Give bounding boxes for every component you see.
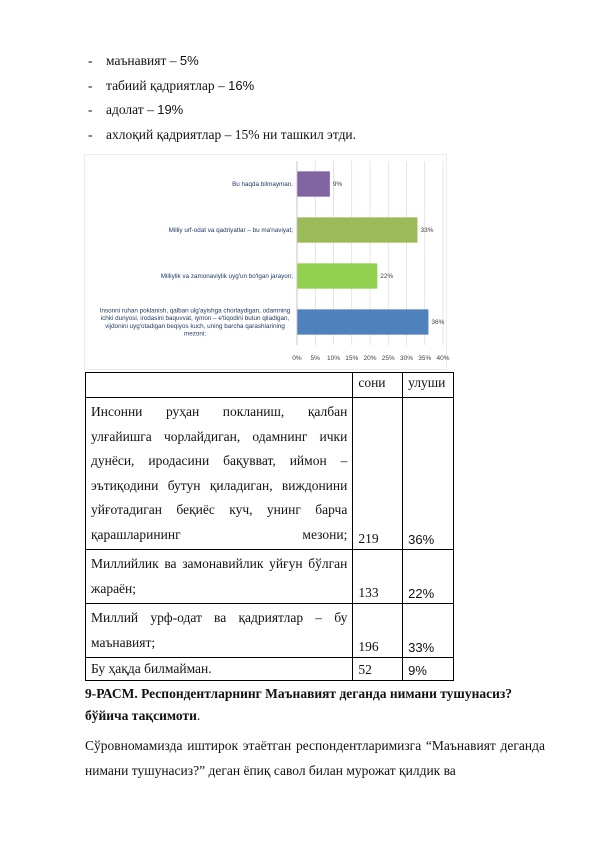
table-cell-count: 52 bbox=[353, 658, 403, 681]
chart-x-tick-label: 0% bbox=[292, 355, 302, 362]
table-row bbox=[86, 604, 454, 658]
chart-data-label: 36% bbox=[431, 319, 445, 326]
table-cell-answer: Миллий урф-одат ва қадриятлар – бу маънавият; bbox=[86, 604, 353, 658]
bullet-item: - маънавият – 5% bbox=[88, 53, 199, 68]
table-header-row bbox=[86, 373, 454, 398]
table-cell-count: 219 bbox=[353, 398, 403, 550]
bullet-text: маънавият – bbox=[106, 53, 177, 68]
bullet-item: - табиий қадриятлар – 16% bbox=[88, 77, 255, 93]
chart-data-label: 9% bbox=[332, 181, 343, 188]
chart-x-tick-label: 15% bbox=[345, 355, 359, 362]
body-paragraph: Сўровномамизда иштирок этаётган респондентларимизга “Маънавият деганда нимани тушунасиз?” деган ёпиқ савол билан мурожат қилдик ва bbox=[85, 738, 545, 778]
results-table bbox=[85, 372, 454, 681]
table-header-count: сони bbox=[353, 373, 403, 398]
table-cell-answer: Инсонни руҳан покланиш, қалбан улғайишга чорлайдиган, одамнинг ички дунёси, иродасини бақувват, иймон – эътиқодини бутун қиладиган, виждонини уйғотадиган беқиёс куч, унинг барча қарашларининг мезони; bbox=[86, 398, 353, 550]
chart-x-tick-label: 5% bbox=[310, 355, 320, 362]
chart-category-label: mezoni; bbox=[183, 330, 207, 338]
figure-caption bbox=[85, 683, 545, 727]
bullet-text: адолат – bbox=[106, 102, 154, 117]
bullet-text: табиий қадриятлар – bbox=[106, 77, 225, 93]
chart-category-label: ichki dunyosi, irodasini baquvvat, iymon – e'tiqodini butun qiladigan, bbox=[100, 315, 290, 323]
chart-x-tick-label: 35% bbox=[418, 355, 432, 362]
table-row bbox=[86, 398, 454, 550]
bullet-percent: 5% bbox=[179, 53, 199, 68]
table-header-blank bbox=[86, 373, 353, 398]
chart-category-label: Milliylik va zamonaviylik uyg'un bo'lgan jarayon; bbox=[160, 273, 293, 280]
table-cell-count: 133 bbox=[353, 550, 403, 604]
chart-bar bbox=[297, 309, 428, 334]
figure-caption-text: 9-РАСМ. Респондентларнинг Маънавият деганда нимани тушунасиз? бўйича тақсимоти bbox=[85, 686, 513, 723]
chart-category-label: vijdonini uyg'otadigan beqiyos kuch, uning barcha qarashlarining bbox=[105, 322, 285, 330]
table-cell-answer: Бу ҳақда билмайман. bbox=[86, 658, 353, 681]
table-cell-count: 196 bbox=[353, 604, 403, 658]
chart-category-label: Insonni ruhan poklanish, qalban ulg'ayishga chorlaydigan, odamning bbox=[99, 307, 291, 315]
table-cell-answer: Миллийлик ва замонавийлик уйғун бўлган жараён; bbox=[86, 550, 353, 604]
figure-caption-period: . bbox=[196, 708, 201, 723]
chart-bar bbox=[297, 263, 377, 288]
chart-x-tick-label: 30% bbox=[399, 355, 414, 362]
chart-x-tick-label: 25% bbox=[381, 355, 395, 362]
chart-bar bbox=[297, 217, 417, 242]
chart-x-tick-label: 20% bbox=[363, 355, 377, 362]
bullet-item: - адолат – 19% bbox=[88, 102, 184, 117]
table-cell-share: 36% bbox=[403, 398, 454, 550]
table-cell-share: 22% bbox=[403, 550, 454, 604]
chart-bar bbox=[297, 171, 330, 196]
table-header-share: улуши bbox=[403, 373, 454, 398]
bullet-percent: 19% bbox=[157, 102, 184, 117]
table-cell-share: 9% bbox=[403, 658, 454, 681]
bullet-list bbox=[88, 51, 548, 149]
bar-chart-svg bbox=[85, 155, 450, 369]
bullet-item: - ахлоқий қадриятлар – 15% ни ташкил этди. bbox=[88, 126, 357, 142]
chart-category-label: Bu haqda bilmayman. bbox=[232, 181, 293, 188]
chart-data-label: 33% bbox=[420, 227, 434, 234]
chart-x-tick-label: 10% bbox=[326, 355, 341, 362]
chart-x-tick-label: 40% bbox=[436, 355, 450, 362]
chart-category-label: Milliy urf-odat va qadriyatlar – bu ma'naviyat; bbox=[168, 227, 293, 234]
bullet-text: ахлоқий қадриятлар – 15% ни ташкил этди. bbox=[106, 126, 357, 142]
table-row bbox=[86, 658, 454, 681]
chart-data-label: 22% bbox=[380, 273, 394, 280]
bar-chart bbox=[84, 154, 450, 370]
bullet-percent: 16% bbox=[228, 77, 255, 93]
table-row bbox=[86, 550, 454, 604]
table-cell-share: 33% bbox=[403, 604, 454, 658]
